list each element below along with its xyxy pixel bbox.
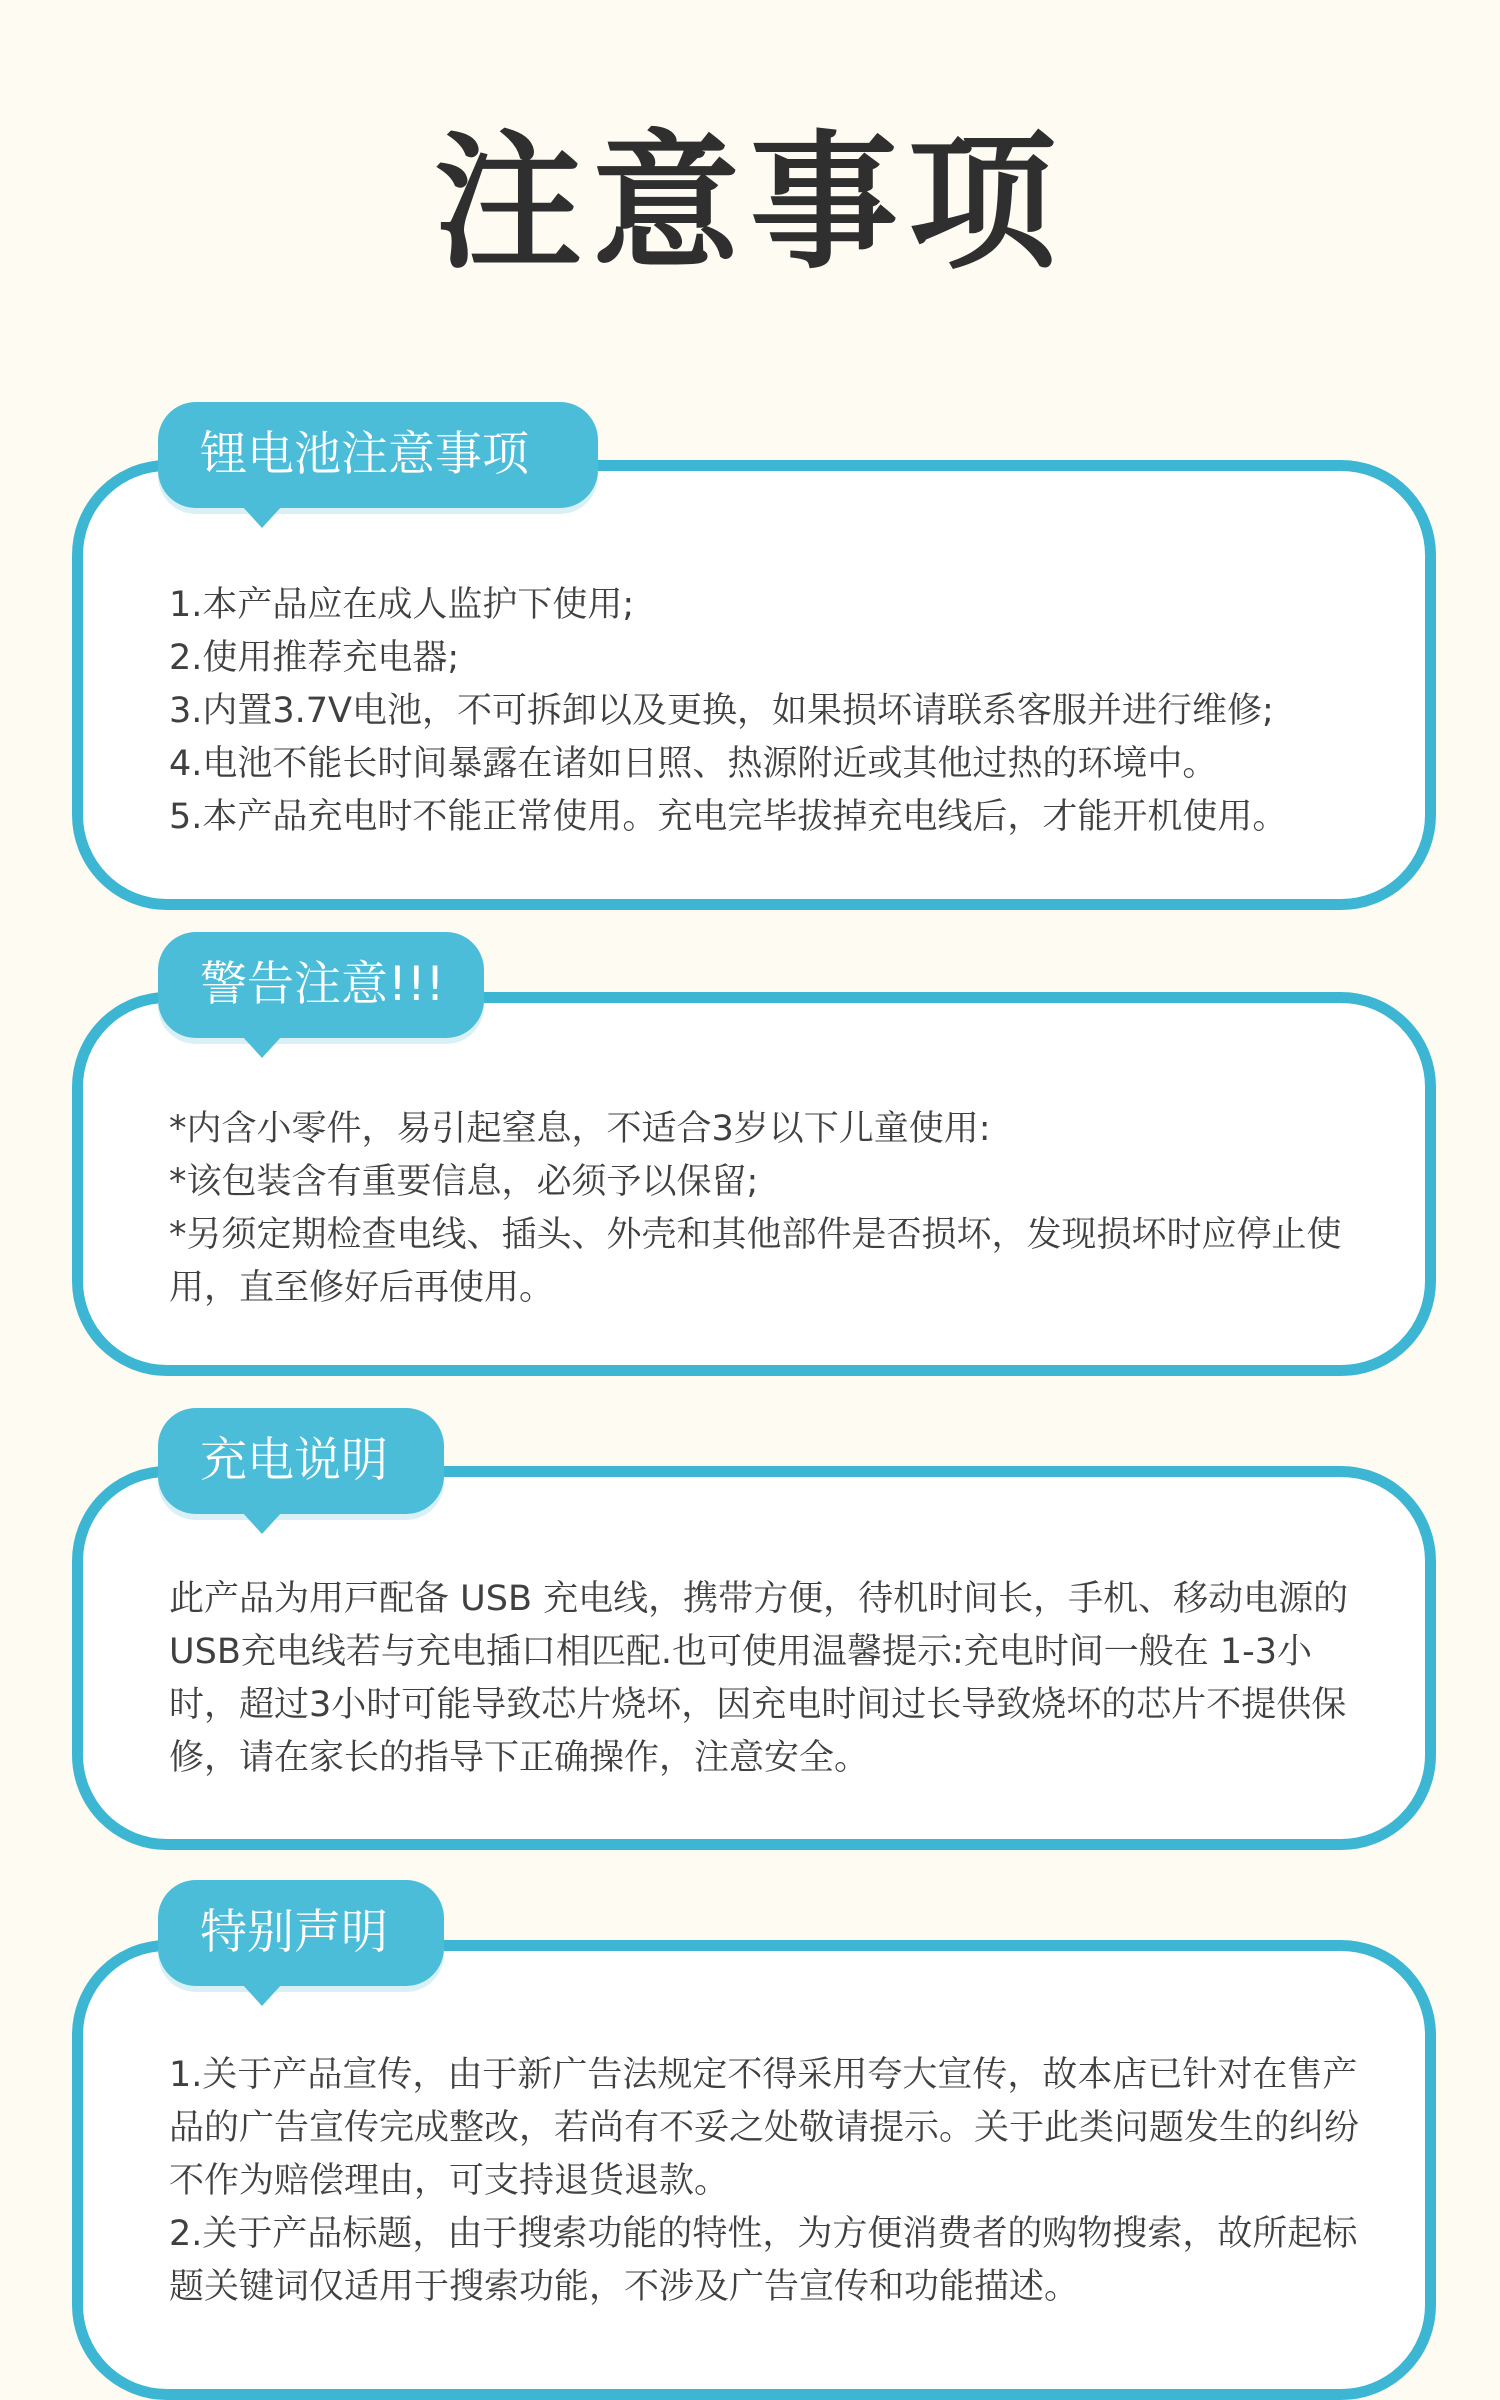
- notice-line: *另须定期检查电线、插头、外壳和其他部件是否损坏，发现损坏时应停止使用，直至修好后再使用。: [169, 1215, 1342, 1308]
- notice-line: *该包装含有重要信息，必须予以保留;: [169, 1162, 759, 1202]
- card-body: [169, 1573, 1375, 1785]
- card-body: [169, 1103, 1375, 1315]
- section-heading-badge: 警告注意!!!: [158, 932, 484, 1038]
- notice-line: 2.使用推荐充电器;: [169, 638, 460, 678]
- notice-line: 5.本产品充电时不能正常使用。充电完毕拔掉充电线后，才能开机使用。: [169, 797, 1288, 837]
- card-body: [169, 579, 1375, 844]
- special-statement-card: [72, 1940, 1436, 2400]
- notice-paragraph: 2.关于产品标题，由于搜索功能的特性，为方便消费者的购物搜索，故所起标题关键词仅适用于搜索功能，不涉及广告宣传和功能描述。: [169, 2214, 1358, 2307]
- page-title: 注意事项: [434, 117, 1066, 289]
- notice-paragraph: 此产品为用戸配备 USB 充电线，携带方便，待机时间长，手机、移动电源的USB充电线若与充电插口相匹配.也可使用温馨提示:充电时间一般在 1-3小时，超过3小时可能导致芯片烧坏，因充电时间过长导致烧坏的芯片不提供保修，请在家长的指导下正确操作，注意安全。: [169, 1579, 1349, 1778]
- notice-line: *内含小零件，易引起窒息，不适合3岁以下儿童使用:: [169, 1109, 991, 1149]
- notice-line: 3.内置3.7V电池，不可拆卸以及更换，如果损坏请联系客服并进行维修;: [169, 691, 1274, 731]
- card-body: [169, 2049, 1375, 2314]
- notice-paragraph: 1.关于产品宣传，由于新广告法规定不得采用夸大宣传，故本店已针对在售产品的广告宣传完成整改，若尚有不妥之处敬请提示。关于此类问题发生的纠纷不作为赔偿理由，可支持退货退款。: [169, 2055, 1360, 2201]
- section-heading-badge: 充电说明: [158, 1408, 444, 1514]
- section-heading-badge: 锂电池注意事项: [158, 402, 598, 508]
- notice-line: 4.电池不能长时间暴露在诸如日照、热源附近或其他过热的环境中。: [169, 744, 1218, 784]
- section-heading-badge: 特别声明: [158, 1880, 444, 1986]
- notice-line: 1.本产品应在成人监护下使用;: [169, 585, 635, 625]
